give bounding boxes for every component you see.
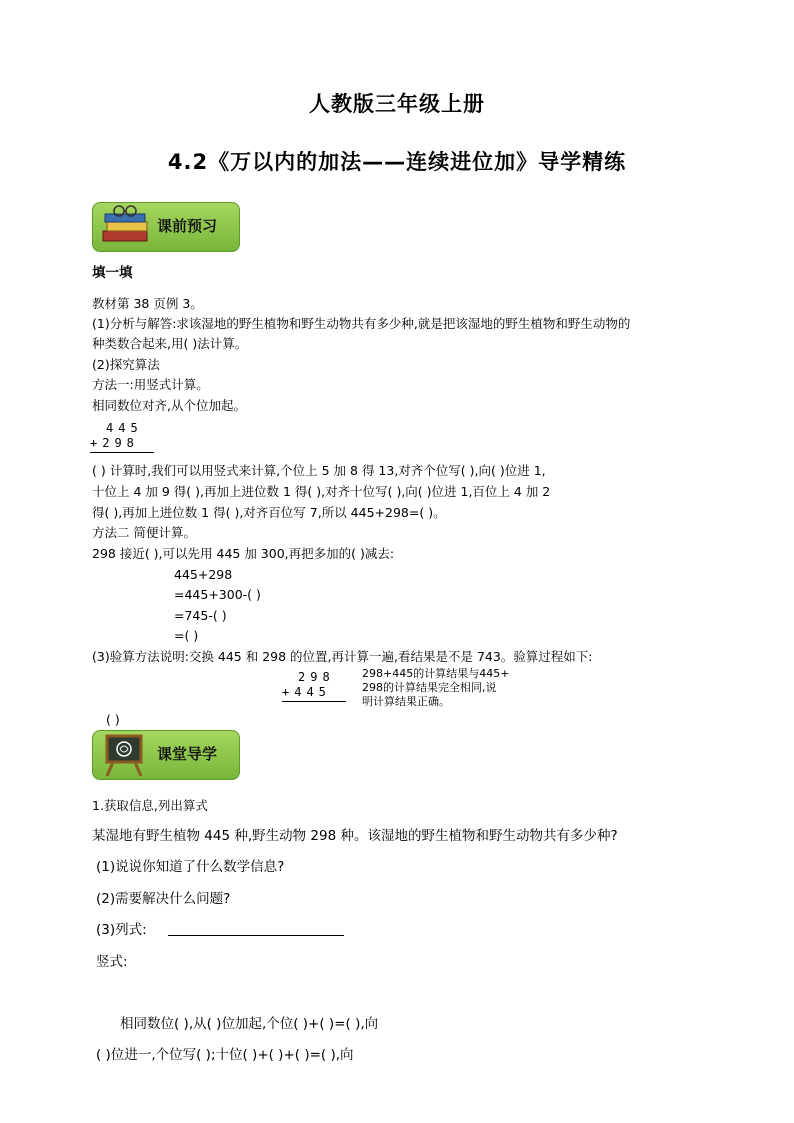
text-line: 种类数合起来,用( )法计算。 — [92, 336, 248, 351]
equation-line: 445+298 — [174, 567, 233, 582]
fill-line: ( )位进一,个位写( );十位( )+( )+( )=( ),向 — [96, 1047, 354, 1063]
blackboard-icon — [97, 732, 153, 778]
vertical-label: 竖式: — [96, 954, 128, 970]
guide-heading: 1.获取信息,列出算式 — [92, 798, 208, 813]
guide-question: (3)列式: — [96, 922, 147, 938]
vertical-calc-row: 298 — [298, 670, 335, 684]
guide-problem: 某湿地有野生植物 445 种,野生动物 298 种。该湿地的野生植物和野生动物共有多少种? — [92, 828, 618, 844]
text-line: 方法二 简便计算。 — [92, 525, 196, 540]
equation-line: =745-( ) — [174, 608, 227, 623]
equation-line: =( ) — [174, 628, 199, 643]
guide-question: (1)说说你知道了什么数学信息? — [96, 859, 285, 875]
text-line: 相同数位对齐,从个位加起。 — [92, 398, 246, 413]
text-line: 得( ),再加上进位数 1 得( ),对齐百位写 7,所以 445+298=( )。 — [92, 505, 446, 520]
page-subtitle: 4.2《万以内的加法——连续进位加》导学精练 — [167, 150, 627, 174]
preview-badge-label: 课前预习 — [157, 217, 218, 235]
check-note: 298的计算结果完全相同,说 — [362, 681, 497, 694]
classroom-badge — [92, 730, 240, 780]
text-line: 教材第 38 页例 3。 — [92, 296, 203, 311]
vertical-calc-rule — [282, 701, 346, 702]
guide-question: (2)需要解决什么问题? — [96, 891, 231, 907]
check-note: 298+445的计算结果与445+ — [362, 667, 510, 680]
text-line: (1)分析与解答:求该湿地的野生植物和野生动物共有多少种,就是把该湿地的野生植物和野生动物的 — [92, 316, 631, 331]
text-line: 方法一:用竖式计算。 — [92, 377, 209, 392]
page-title: 人教版三年级上册 — [309, 92, 485, 116]
text-line: 298 接近( ),可以先用 445 加 300,再把多加的( )减去: — [92, 546, 395, 561]
text-line: (2)探究算法 — [92, 357, 160, 372]
answer-blank: ( ) — [106, 712, 120, 727]
books-icon — [99, 203, 155, 249]
fill-line: 相同数位( ),从( )位加起,个位( )+( )=( ),向 — [120, 1016, 379, 1032]
check-note: 明计算结果正确。 — [362, 695, 450, 708]
text-line: (3)验算方法说明:交换 445 和 298 的位置,再计算一遍,看结果是不是 743。验算过程如下: — [92, 649, 593, 664]
vertical-calc-row: +445 — [282, 685, 331, 699]
section-fill-heading: 填一填 — [92, 265, 133, 281]
text-line: 十位上 4 加 9 得( ),再加上进位数 1 得( ),对齐十位写( ),向( )位进 1,百位上 4 加 2 — [92, 484, 551, 499]
text-line: ( ) 计算时,我们可以用竖式来计算,个位上 5 加 8 得 13,对齐个位写( ),向( )位进 1, — [92, 463, 546, 478]
classroom-badge-label: 课堂导学 — [157, 745, 218, 763]
vertical-calc-rule — [90, 452, 154, 453]
equation-line: =445+300-( ) — [174, 587, 261, 602]
preview-badge — [92, 202, 240, 252]
vertical-calc-row: +298 — [90, 436, 139, 450]
vertical-calc-row: 445 — [106, 421, 143, 435]
answer-line — [168, 935, 344, 936]
